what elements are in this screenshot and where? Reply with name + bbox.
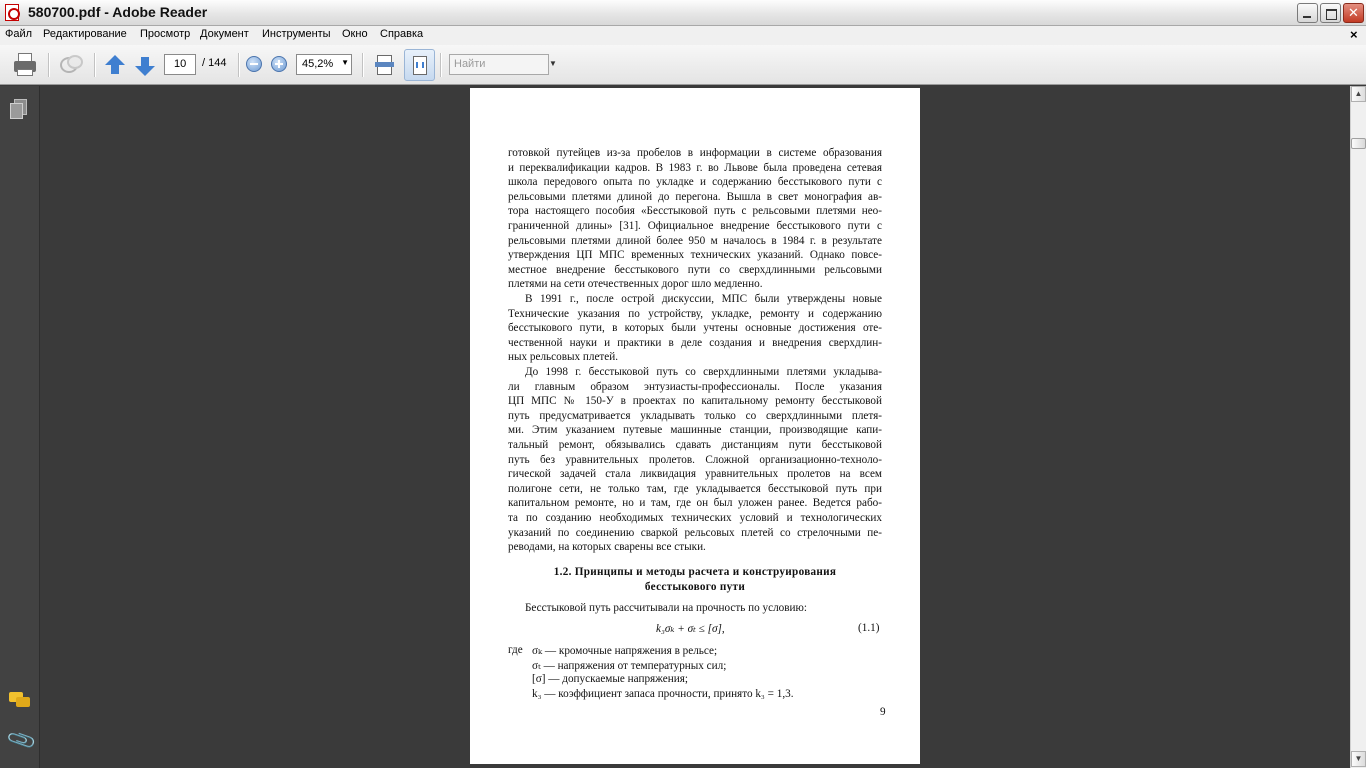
menu-file[interactable]: Файл <box>5 28 33 40</box>
text-line: путь без уравнительных пролетов. Сложной организационно-техноло- <box>508 453 882 466</box>
menu-bar <box>0 26 1366 45</box>
menu-tools[interactable]: Инструменты <box>262 28 331 40</box>
text-line: указаний по соединению сваркой рельсовых плетей со стрелочными пе- <box>508 526 882 539</box>
text-line: полигоне сети, не только там, где укладывается бесстыковой путь при <box>508 482 882 495</box>
text-line: До 1998 г. бесстыковой путь со сверхдлинными плетями укладыва- <box>525 366 882 378</box>
toolbar <box>0 45 1366 85</box>
section-heading-continued: бесстыкового пути <box>644 580 746 593</box>
find-input[interactable]: Найти <box>449 54 549 75</box>
printer-icon[interactable] <box>12 51 38 79</box>
text-line: капитальном ремонте, но и там, где он был уложен ранее. Ведется рабо- <box>508 497 882 510</box>
text-line: тальный ремонт, обязывались сдавать дистанциям пути бесстыковой <box>508 439 882 451</box>
formula: k₃σₖ + σₜ ≤ [σ], <box>656 623 725 635</box>
page-number: 9 <box>880 706 886 718</box>
text-line: ЦП МПС № 150-У в проектах по капитальному ремонту бесстыковой <box>508 395 882 408</box>
restore-icon <box>1321 4 1340 22</box>
zoom-level-select[interactable] <box>296 54 352 75</box>
text-line: местное внедрение бесстыкового пути со сверхдлинными рельсовыми <box>508 263 882 276</box>
menu-document[interactable]: Документ <box>200 28 249 40</box>
toolbar-separator <box>48 53 50 77</box>
zoom-out-icon[interactable] <box>246 56 262 72</box>
where-item: σₖ — кромочные напряжения в рельсе; <box>532 645 718 657</box>
where-item: [σ] — допускаемые напряжения; <box>532 673 688 686</box>
text-line: гической задачей стала ликвидация уравнительных пролетов на всем <box>508 468 882 481</box>
page-number-input[interactable]: 10 <box>164 54 196 75</box>
minimize-button[interactable] <box>1297 3 1318 23</box>
text-line: плетями на сети отечественных дорог шло медленно. <box>508 278 763 291</box>
chevron-down-icon: ▼ <box>341 58 349 67</box>
comments-icon[interactable] <box>9 692 31 710</box>
scroll-thumb[interactable] <box>1351 138 1366 149</box>
where-item: k₃ — коэффициент запаса прочности, принято k₃ = 1,3. <box>532 687 794 700</box>
text-line: ли главным образом энтузиасты-профессионалы. После указания <box>508 380 882 393</box>
pages-icon[interactable] <box>10 99 28 119</box>
intro-paragraph: Бесстыковой путь рассчитывали на прочность по условию: <box>525 602 807 614</box>
text-line: та по созданию необходимых технических условий и технологических <box>508 512 882 524</box>
toolbar-separator <box>94 53 96 77</box>
close-icon: ✕ <box>1348 5 1359 20</box>
text-line: В 1991 г., после острой дискуссии, МПС были утверждены новые <box>525 293 882 305</box>
zoom-in-icon[interactable] <box>271 56 287 72</box>
text-line: ных рельсовых плетей. <box>508 351 619 364</box>
text-line: чественной науки и практики в деле создания и внедрения сверхдлин- <box>508 336 882 349</box>
title-bar <box>0 0 1366 26</box>
text-line: рельсовыми плетями длиной до перегона. Вышла в свет монография ав- <box>508 190 882 203</box>
adobe-reader-icon <box>5 4 19 21</box>
text-line: граниченной длины» [31]. Официальное внедрение бесстыкового пути с <box>508 220 882 232</box>
document-viewer[interactable] <box>41 86 1349 768</box>
text-line: и переквалификации кадров. В 1983 г. во Львове была проведена сетевая <box>508 161 882 174</box>
close-document-icon[interactable]: × <box>1350 27 1358 42</box>
window-title: 580700.pdf - Adobe Reader <box>28 4 208 20</box>
close-window-button[interactable] <box>1343 3 1364 23</box>
text-line: школа передового опыта по укладке и содержанию бесстыкового пути с <box>508 176 882 189</box>
text-line: путь предусматривается укладывать только со сверхдлинными плетя- <box>508 409 882 422</box>
attachment-icon[interactable]: 📎 <box>5 725 39 757</box>
text-line: ми. Этим указанием путевые машинные станции, производящие капи- <box>508 424 882 437</box>
fit-width-icon[interactable] <box>404 49 435 81</box>
fit-page-icon[interactable] <box>372 51 398 79</box>
menu-edit[interactable]: Редактирование <box>43 28 127 40</box>
text-line: бесстыкового пути, в которых были учтены основные достижения оте- <box>508 322 882 335</box>
page-count: / 144 <box>202 57 227 69</box>
menu-help[interactable]: Справка <box>380 28 424 40</box>
pdf-page <box>470 88 920 764</box>
text-line: рельсовыми плетями длиной более 950 м началось в 1984 г. в результате <box>508 234 882 247</box>
menu-view[interactable]: Просмотр <box>140 28 191 40</box>
text-line: Технические указания по устройству, укладке, ремонту и содержанию <box>508 307 882 320</box>
toolbar-separator <box>238 53 240 77</box>
toolbar-separator <box>362 53 364 77</box>
zoom-level-value: 45,2% <box>302 58 334 70</box>
find-options-chevron-icon[interactable]: ▼ <box>549 59 557 68</box>
maximize-button[interactable] <box>1320 3 1341 23</box>
scroll-down-icon[interactable]: ▼ <box>1351 751 1366 767</box>
section-heading: 1.2. Принципы и методы расчета и конструирования <box>553 566 837 578</box>
scroll-up-icon[interactable]: ▲ <box>1351 86 1366 102</box>
text-line: реводами, на которых сварены все стыки. <box>508 541 706 554</box>
arrow-down-icon[interactable] <box>134 51 156 79</box>
menu-window[interactable]: Окно <box>342 28 368 40</box>
toolbar-separator <box>440 53 442 77</box>
minimize-icon <box>1298 4 1317 22</box>
where-item: σₜ — напряжения от температурных сил; <box>532 659 727 672</box>
navigation-panel <box>0 86 40 768</box>
where-label: где <box>508 644 523 656</box>
share-icon[interactable] <box>58 51 84 79</box>
arrow-up-icon[interactable] <box>104 51 126 79</box>
vertical-scrollbar[interactable] <box>1350 86 1366 768</box>
text-line: утверждения ЦП МПС временных технических указаний. Однако повсе- <box>508 249 882 262</box>
text-line: готовкой путейцев из-за пробелов в информации в системе образования <box>508 147 882 159</box>
formula-number: (1.1) <box>858 622 880 634</box>
text-line: тора настоящего пособия «Бесстыковой путь с рельсовыми плетями нео- <box>508 205 882 218</box>
